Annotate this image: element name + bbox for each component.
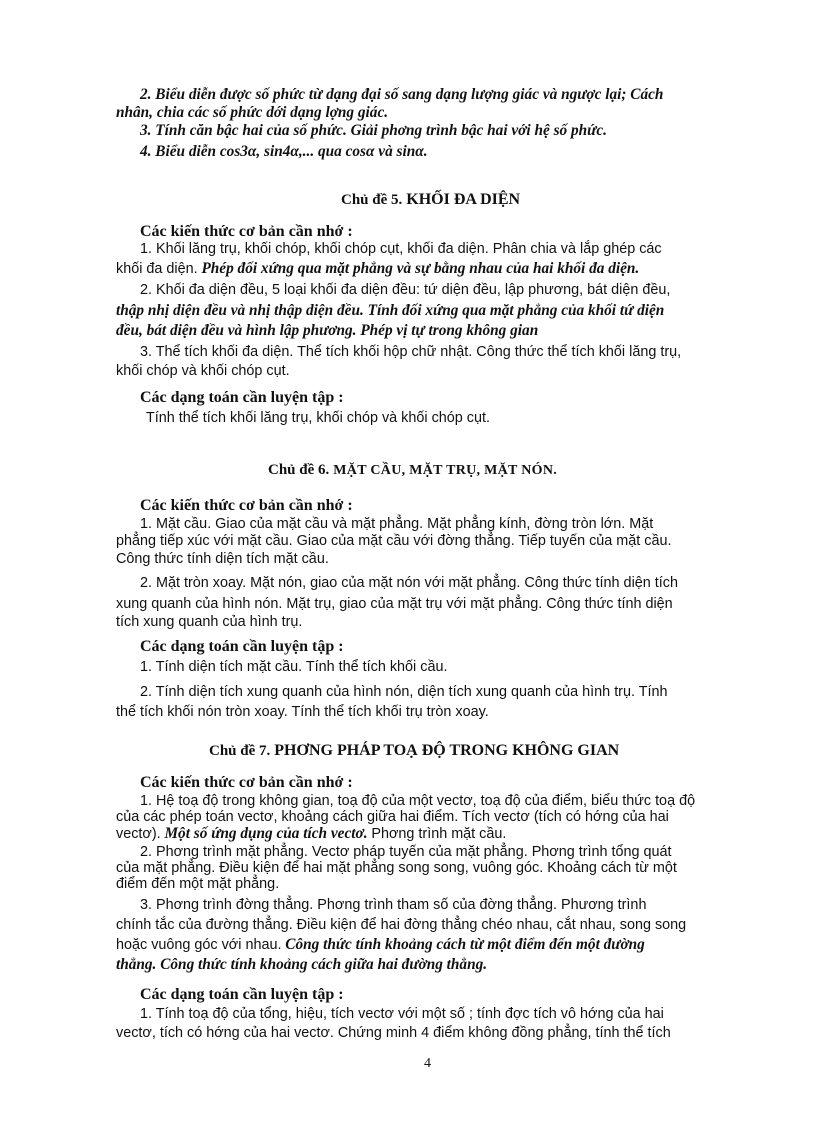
topic7-practice-heading: Các dạng toán cần luyện tập :: [140, 986, 344, 1003]
topic5-p1-line2: [116, 260, 639, 278]
topic7-p1-line2: của các phép toán vectơ, khoảng cách giữa hai điểm. Tích vectơ (tích có hớng của hai: [116, 809, 669, 825]
topic6-knowledge-heading: Các kiến thức cơ bản cần nhớ :: [140, 497, 353, 514]
topic6-q1-line1: 1. Tính diện tích mặt cầu. Tính thể tích khối cầu.: [140, 659, 448, 675]
topic5-p2-line3: đều, bát diện đều và hình lập phương. Phép vị tự trong không gian: [116, 322, 539, 339]
topic7-prefix: Chủ đề 7.: [209, 743, 271, 759]
topic7-title: PHƠNG PHÁP TOẠ ĐỘ TRONG KHÔNG GIAN: [274, 742, 620, 759]
topic7-p2-line2: của mặt phẳng. Điều kiện để hai mặt phẳng song song, vuông góc. Khoảng cách từ một: [116, 860, 677, 876]
topic5-prefix: Chủ đề 5.: [341, 192, 403, 208]
topic6-p1-line1: 1. Mặt cầu. Giao của mặt cầu và mặt phẳng. Mặt phẳng kính, đờng tròn lớn. Mặt: [140, 516, 654, 532]
topic7-p3-line4: thẳng. Công thức tính khoảng cách giữa hai đường thẳng.: [116, 956, 488, 973]
topic7-p1-line3-c: Phơng trình mặt cầu.: [371, 826, 507, 842]
topic6-q2-line2: thể tích khối nón tròn xoay. Tính thể tích khối trụ tròn xoay.: [116, 704, 489, 720]
topic6-p2-line1: 2. Mặt tròn xoay. Mặt nón, giao của mặt nón với mặt phẳng. Công thức tính diện tích: [140, 575, 678, 591]
topic5-p2-line1: 2. Khối đa diện đều, 5 loại khối đa diện đều: tứ diện đều, lập phương, bát diện đều,: [140, 282, 671, 298]
topic5-p3-line2: khối chóp và khối chóp cụt.: [116, 363, 290, 379]
topic6-q2-line1: 2. Tính diện tích xung quanh của hình nón, diện tích xung quanh của hình trụ. Tính: [140, 684, 668, 700]
topic7-p3-line3-b: Công thức tính khoảng cách từ một điểm đến một đường: [285, 936, 645, 953]
topic6-p2-line3: tích xung quanh của hình trụ.: [116, 614, 303, 630]
topic7-p3-line2: chính tắc của đường thẳng. Điều kiện để hai đờng thẳng chéo nhau, cắt nhau, song song: [116, 917, 687, 933]
topic6-practice-heading: Các dạng toán cần luyện tập :: [140, 638, 344, 655]
page-number: 4: [424, 1056, 431, 1071]
topic7-heading: [209, 741, 619, 761]
topic7-p2-line3: điểm đến một mặt phẳng.: [116, 876, 280, 892]
topic7-p3-line3: [116, 936, 645, 954]
topic6-prefix: Chủ đề 6.: [268, 462, 330, 478]
intro-item-2-line1: 2. Biểu diễn được số phức từ dạng đại số sang dạng lượng giác và ngược lại; Cách: [140, 86, 664, 103]
topic5-p1-line2-b: Phép đối xứng qua mặt phẳng và sự bằng nhau của hai khối đa diện.: [201, 260, 640, 277]
topic5-practice-line1: Tính thể tích khối lăng trụ, khối chóp và khối chóp cụt.: [146, 410, 490, 426]
topic6-title: MẶT CẦU, MẶT TRỤ, MẶT NÓN.: [333, 463, 558, 478]
topic5-heading: [341, 190, 520, 210]
topic5-title: KHỐI ĐA DIỆN: [406, 191, 521, 208]
intro-item-2-line2: nhân, chia các số phức dới dạng lợng giác.: [116, 104, 389, 121]
topic7-p3-line1: 3. Phơng trình đờng thẳng. Phơng trình tham số của đờng thẳng. Phương trình: [140, 897, 647, 913]
topic6-p1-line3: Công thức tính diện tích mặt cầu.: [116, 551, 329, 567]
topic5-practice-heading: Các dạng toán cần luyện tập :: [140, 389, 344, 406]
topic7-q1-line2: vectơ, tích có hớng của hai vectơ. Chứng minh 4 điểm không đồng phẳng, tính thể tích: [116, 1025, 671, 1041]
topic5-p1-line2-a: khối đa diện.: [116, 261, 198, 277]
topic7-p1-line3-a: vectơ).: [116, 826, 161, 842]
topic6-p2-line2: xung quanh của hình nón. Mặt trụ, giao của mặt trụ với mặt phẳng. Công thức tính diện: [116, 596, 673, 612]
topic7-q1-line1: 1. Tính toạ độ của tổng, hiệu, tích vectơ với một số ; tính đợc tích vô hớng của hai: [140, 1006, 664, 1022]
topic7-p1-line3: [116, 825, 506, 843]
topic6-p1-line2: phẳng tiếp xúc với mặt cầu. Giao của mặt cầu với đờng thẳng. Tiếp tuyến của mặt cầu.: [116, 533, 672, 549]
topic7-p1-line1: 1. Hệ toạ độ trong không gian, toạ độ của một vectơ, toạ độ của điểm, biểu thức toạ độ: [140, 793, 696, 809]
topic5-p1-line1: 1. Khối lăng trụ, khối chóp, khối chóp cụt, khối đa diện. Phân chia và lắp ghép các: [140, 241, 662, 257]
topic6-heading: [268, 460, 557, 481]
topic7-p3-line3-a: hoặc vuông góc với nhau.: [116, 937, 282, 953]
intro-item-4: 4. Biểu diễn cos3α, sin4α,... qua cosα và sinα.: [140, 143, 428, 160]
intro-item-3: 3. Tính căn bậc hai của số phức. Giải phơng trình bậc hai với hệ số phức.: [140, 122, 607, 139]
topic5-p3-line1: 3. Thể tích khối đa diện. Thể tích khối hộp chữ nhật. Công thức thể tích khối lăng trụ,: [140, 344, 682, 360]
topic7-p1-line3-b: Một số ứng dụng của tích vectơ.: [164, 825, 368, 842]
topic5-knowledge-heading: Các kiến thức cơ bản cần nhớ :: [140, 223, 353, 240]
topic5-p2-line2: thập nhị diện đều và nhị thập diện đều. Tính đối xứng qua mặt phẳng của khối tứ diện: [116, 302, 665, 319]
topic7-knowledge-heading: Các kiến thức cơ bản cần nhớ :: [140, 774, 353, 791]
topic7-p2-line1: 2. Phơng trình mặt phẳng. Vectơ pháp tuyến của mặt phẳng. Phơng trình tổng quát: [140, 844, 672, 860]
